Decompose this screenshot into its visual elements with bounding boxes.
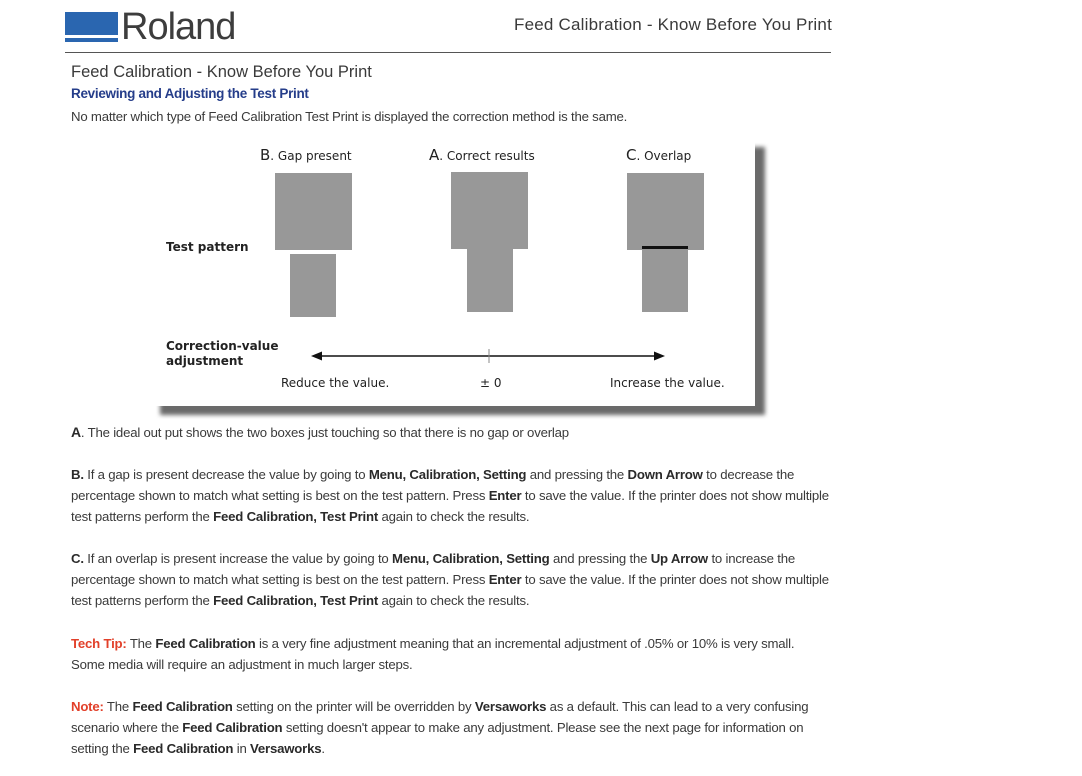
text-run: in: [233, 741, 251, 756]
column-label: . Overlap: [636, 149, 692, 163]
para-b-lead: B.: [71, 467, 84, 482]
pattern-overlap-top-box: [627, 173, 704, 250]
row-label-correction-line2: adjustment: [166, 354, 244, 368]
overlap-line: [642, 246, 688, 249]
increase-value-label: Increase the value.: [610, 376, 725, 390]
pattern-correct-bottom-box: [467, 249, 513, 312]
calibration-figure: [152, 139, 755, 406]
menu-path: Feed Calibration, Test Print: [213, 593, 379, 608]
row-label-correction-line1: Correction-value: [166, 339, 279, 353]
pattern-gap-bottom-box: [290, 254, 336, 317]
text-run: If a gap is present decrease the value by going to: [83, 467, 369, 482]
column-header-gap: [260, 146, 352, 164]
text-run: and pressing the: [526, 467, 628, 482]
reduce-value-label: Reduce the value.: [281, 376, 390, 390]
para-a-lead: A: [71, 424, 81, 440]
text-run: as a default. This can lead to a very confusing: [546, 699, 809, 714]
text-run: percentage shown to match what setting is best on the test pattern. Press: [71, 572, 489, 587]
text-run: test patterns perform the: [71, 593, 214, 608]
note-label: Note:: [71, 699, 104, 714]
para-c-lead: C.: [71, 551, 84, 566]
pattern-overlap-bottom-box: [642, 247, 688, 312]
text-run: and pressing the: [549, 551, 651, 566]
text-run: The: [126, 636, 156, 651]
column-letter: C: [626, 146, 637, 164]
term: Feed Calibration: [182, 720, 283, 735]
text-run: to increase the: [708, 551, 795, 566]
text-run: setting on the printer will be overridden by: [232, 699, 475, 714]
menu-path: Menu, Calibration, Setting: [392, 551, 550, 566]
pattern-correct-top-box: [451, 172, 528, 249]
menu-path: Feed Calibration, Test Print: [213, 509, 379, 524]
text-run: Some media will require an adjustment in much larger steps.: [71, 657, 413, 672]
correction-arrow-icon: [307, 346, 669, 366]
text-run: .: [321, 741, 325, 756]
text-run: to decrease the: [702, 467, 795, 482]
zero-label: ± 0: [480, 376, 502, 390]
paragraph-c: [71, 548, 829, 611]
term: Versaworks: [250, 741, 322, 756]
tech-tip: [71, 633, 823, 675]
column-letter: B: [260, 146, 271, 164]
text-run: setting doesn't appear to make any adjustment. Please see the next page for information on: [282, 720, 804, 735]
page-title: Feed Calibration - Know Before You Print: [71, 63, 372, 81]
text-run: to save the value. If the printer does not show multiple: [521, 572, 829, 587]
text-run: scenario where the: [71, 720, 183, 735]
intro-text: No matter which type of Feed Calibration Test Print is displayed the correction method is the same.: [71, 109, 628, 124]
text-run: again to check the results.: [378, 509, 530, 524]
paragraph-b: [71, 464, 829, 527]
tech-tip-label: Tech Tip:: [71, 636, 127, 651]
header-title: Feed Calibration - Know Before You Print: [514, 15, 832, 34]
section-subtitle: Reviewing and Adjusting the Test Print: [71, 86, 309, 101]
note: [71, 696, 823, 759]
key-name: Enter: [488, 488, 522, 503]
key-name: Up Arrow: [650, 551, 708, 566]
para-a-text: . The ideal out put shows the two boxes just touching so that there is no gap or overlap: [80, 425, 569, 440]
text-run: again to check the results.: [378, 593, 530, 608]
paragraph-a: [71, 422, 569, 443]
column-header-correct: [429, 146, 535, 164]
text-run: The: [103, 699, 133, 714]
menu-path: Menu, Calibration, Setting: [368, 467, 527, 482]
term: Versaworks: [474, 699, 547, 714]
column-letter: A: [429, 146, 440, 164]
key-name: Enter: [488, 572, 522, 587]
column-header-overlap: [626, 146, 691, 164]
text-run: test patterns perform the: [71, 509, 214, 524]
column-label: . Gap present: [270, 149, 352, 163]
header-divider: [65, 52, 831, 53]
term: Feed Calibration: [132, 699, 233, 714]
text-run: is a very fine adjustment meaning that an incremental adjustment of .05% or 10% is very small.: [255, 636, 795, 651]
term: Feed Calibration: [133, 741, 234, 756]
text-run: to save the value. If the printer does not show multiple: [521, 488, 829, 503]
text-run: setting the: [71, 741, 134, 756]
roland-logo: [65, 6, 236, 48]
logo-wordmark: Roland: [121, 6, 236, 48]
logo-mark-icon: [65, 12, 118, 42]
text-run: percentage shown to match what setting is best on the test pattern. Press: [71, 488, 489, 503]
text-run: If an overlap is present increase the value by going to: [83, 551, 393, 566]
column-label: . Correct results: [439, 149, 535, 163]
row-label-test-pattern: Test pattern: [166, 240, 249, 254]
term: Feed Calibration: [155, 636, 256, 651]
pattern-gap-top-box: [275, 173, 352, 250]
key-name: Down Arrow: [627, 467, 703, 482]
